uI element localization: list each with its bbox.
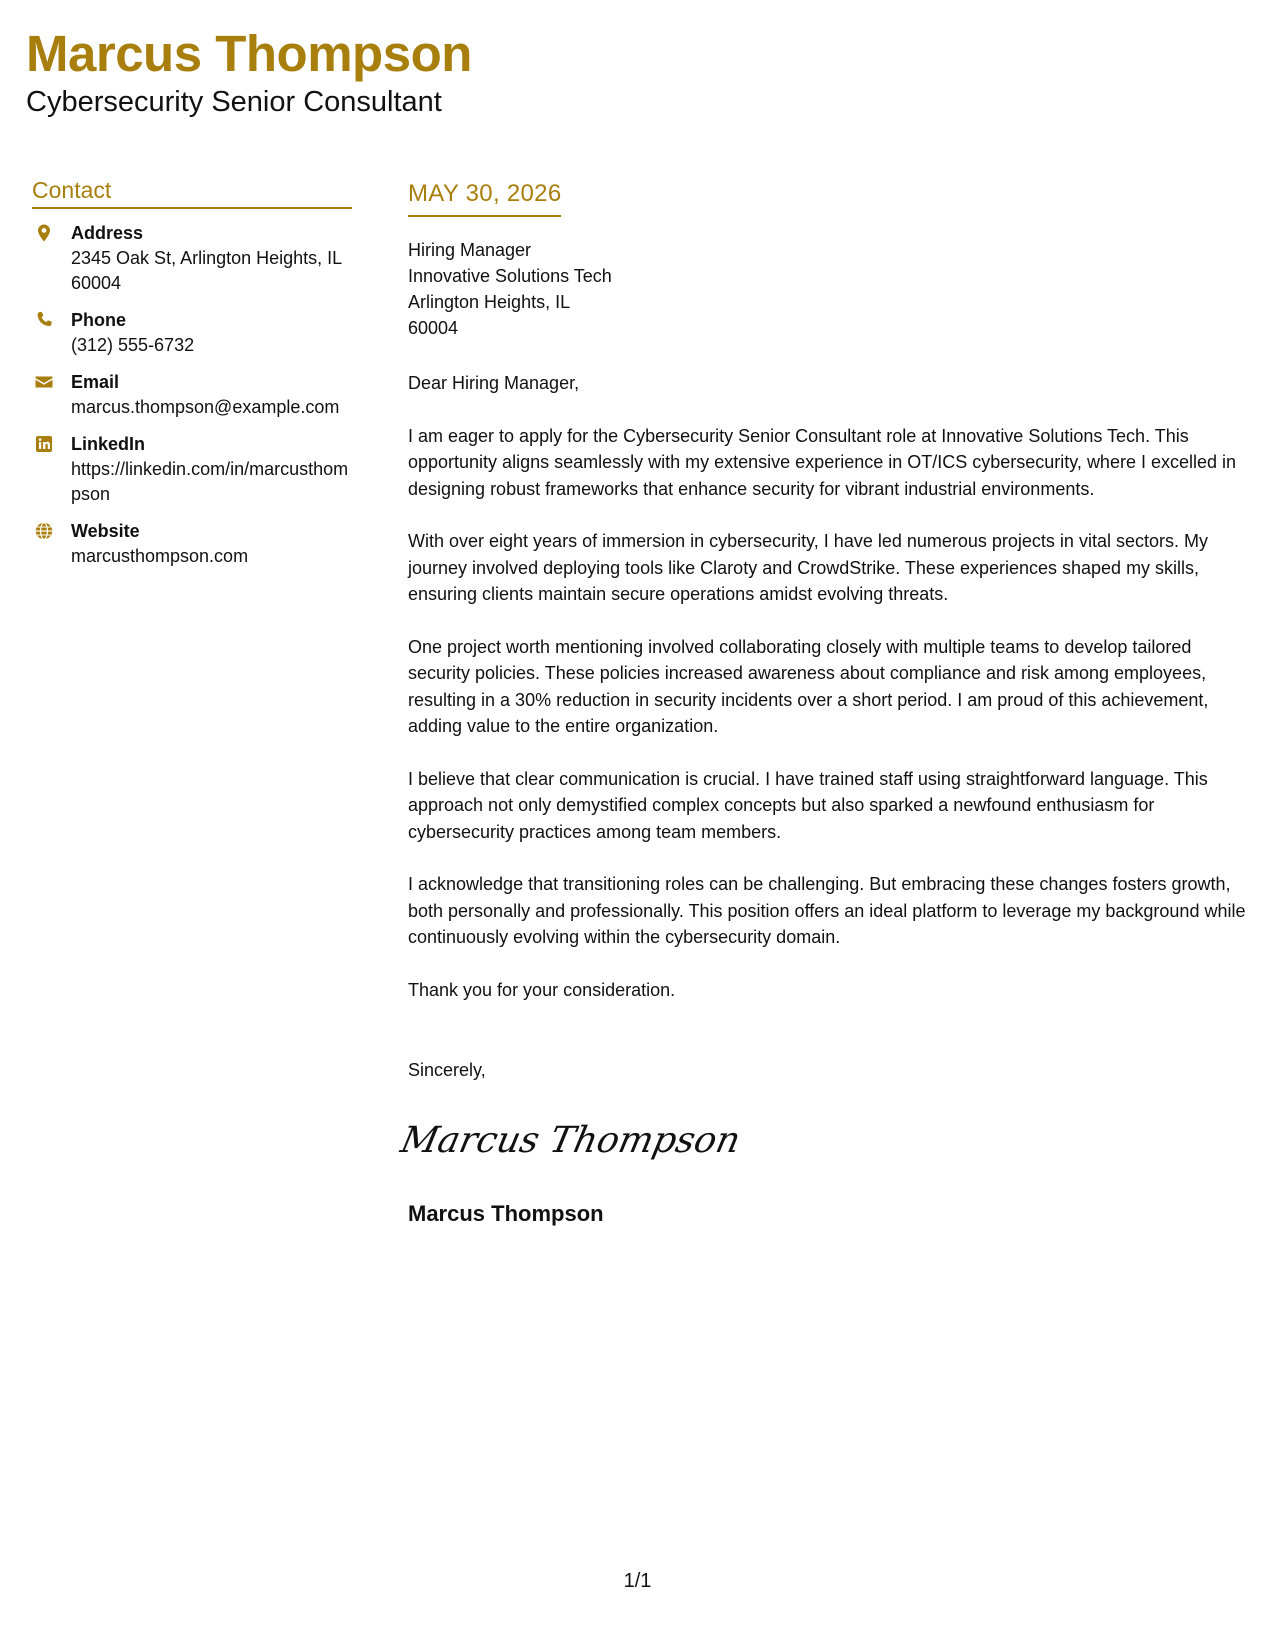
contact-label: Website <box>71 521 140 541</box>
letter-paragraph: I am eager to apply for the Cybersecurity Senior Consultant role at Innovative Solutions Tech. This opportunity aligns seamlessly with my extensive experience in OT/ICS cybersecurity, where I excelled in designing robust frameworks that enhance security for vibrant industrial environments. <box>408 425 1237 499</box>
contact-label: LinkedIn <box>71 434 146 454</box>
closing: Sincerely, <box>408 1060 486 1080</box>
letter-header <box>26 24 472 120</box>
contact-item-linkedin <box>32 432 352 507</box>
letter-paragraph: Thank you for your consideration. <box>408 979 676 1000</box>
signature-text: Marcus Thompson <box>397 1117 745 1161</box>
letter-paragraph: I believe that clear communication is crucial. I have trained staff using straightforward language. This approach not only demystified complex concepts but also sparked a newfound enthusiasm for cybersecurity practices among team members. <box>408 768 1208 842</box>
contact-sidebar <box>32 175 352 581</box>
recipient-block <box>408 237 1248 341</box>
envelope-icon <box>34 372 54 392</box>
phone-icon <box>34 310 54 330</box>
signer-name: Marcus Thompson <box>408 1200 604 1226</box>
contact-list <box>32 221 352 569</box>
page-number: 1/1 <box>623 1570 652 1592</box>
contact-heading: Contact <box>32 175 352 209</box>
letter-date: MAY 30, 2026 <box>408 178 561 217</box>
contact-item-phone <box>32 308 352 358</box>
applicant-title: Cybersecurity Senior Consultant <box>26 86 442 118</box>
contact-label: Email <box>71 372 120 392</box>
contact-label: Phone <box>71 310 127 330</box>
linkedin-icon <box>34 434 54 454</box>
letter-paragraph: With over eight years of immersion in cybersecurity, I have led numerous projects in vital sectors. My journey involved deploying tools like Claroty and CrowdStrike. These experiences shaped my skills, ensuring clients maintain secure operations amidst evolving threats. <box>408 531 1208 604</box>
letter-paragraph: One project worth mentioning involved collaborating closely with multiple teams to develop tailored security policies. These policies increased awareness about compliance and risk among employees, resulting in a 30% reduction in security incidents over a short period. I am proud of this achievement, adding value to the entire organization. <box>408 636 1209 736</box>
letter-paragraph: I acknowledge that transitioning roles can be challenging. But embracing these changes fosters growth, both personally and professionally. This position offers an ideal platform to leverage my background while continuously evolving within the cybersecurity domain. <box>408 874 1246 947</box>
contact-item-website <box>32 519 352 569</box>
applicant-name: Marcus Thompson <box>26 25 472 82</box>
handwritten-signature <box>397 1110 745 1170</box>
contact-value: 2345 Oak St, Arlington Heights, IL 60004 <box>71 248 342 293</box>
recipient-line: Arlington Heights, IL <box>408 292 571 312</box>
contact-value: (312) 555-6732 <box>71 335 195 355</box>
recipient-line: Hiring Manager <box>408 240 532 260</box>
contact-label: Address <box>71 223 144 243</box>
contact-item-email <box>32 370 352 420</box>
contact-value: https://linkedin.com/in/marcusthompson <box>71 459 349 504</box>
recipient-line: 60004 <box>408 318 459 338</box>
contact-item-address <box>32 221 352 296</box>
contact-value: marcus.thompson@example.com <box>71 397 340 417</box>
globe-icon <box>34 521 54 541</box>
map-marker-icon <box>34 223 54 243</box>
letter-body <box>397 178 1248 1228</box>
contact-value: marcusthompson.com <box>71 546 249 566</box>
recipient-line: Innovative Solutions Tech <box>408 266 612 286</box>
salutation: Dear Hiring Manager, <box>408 373 580 393</box>
